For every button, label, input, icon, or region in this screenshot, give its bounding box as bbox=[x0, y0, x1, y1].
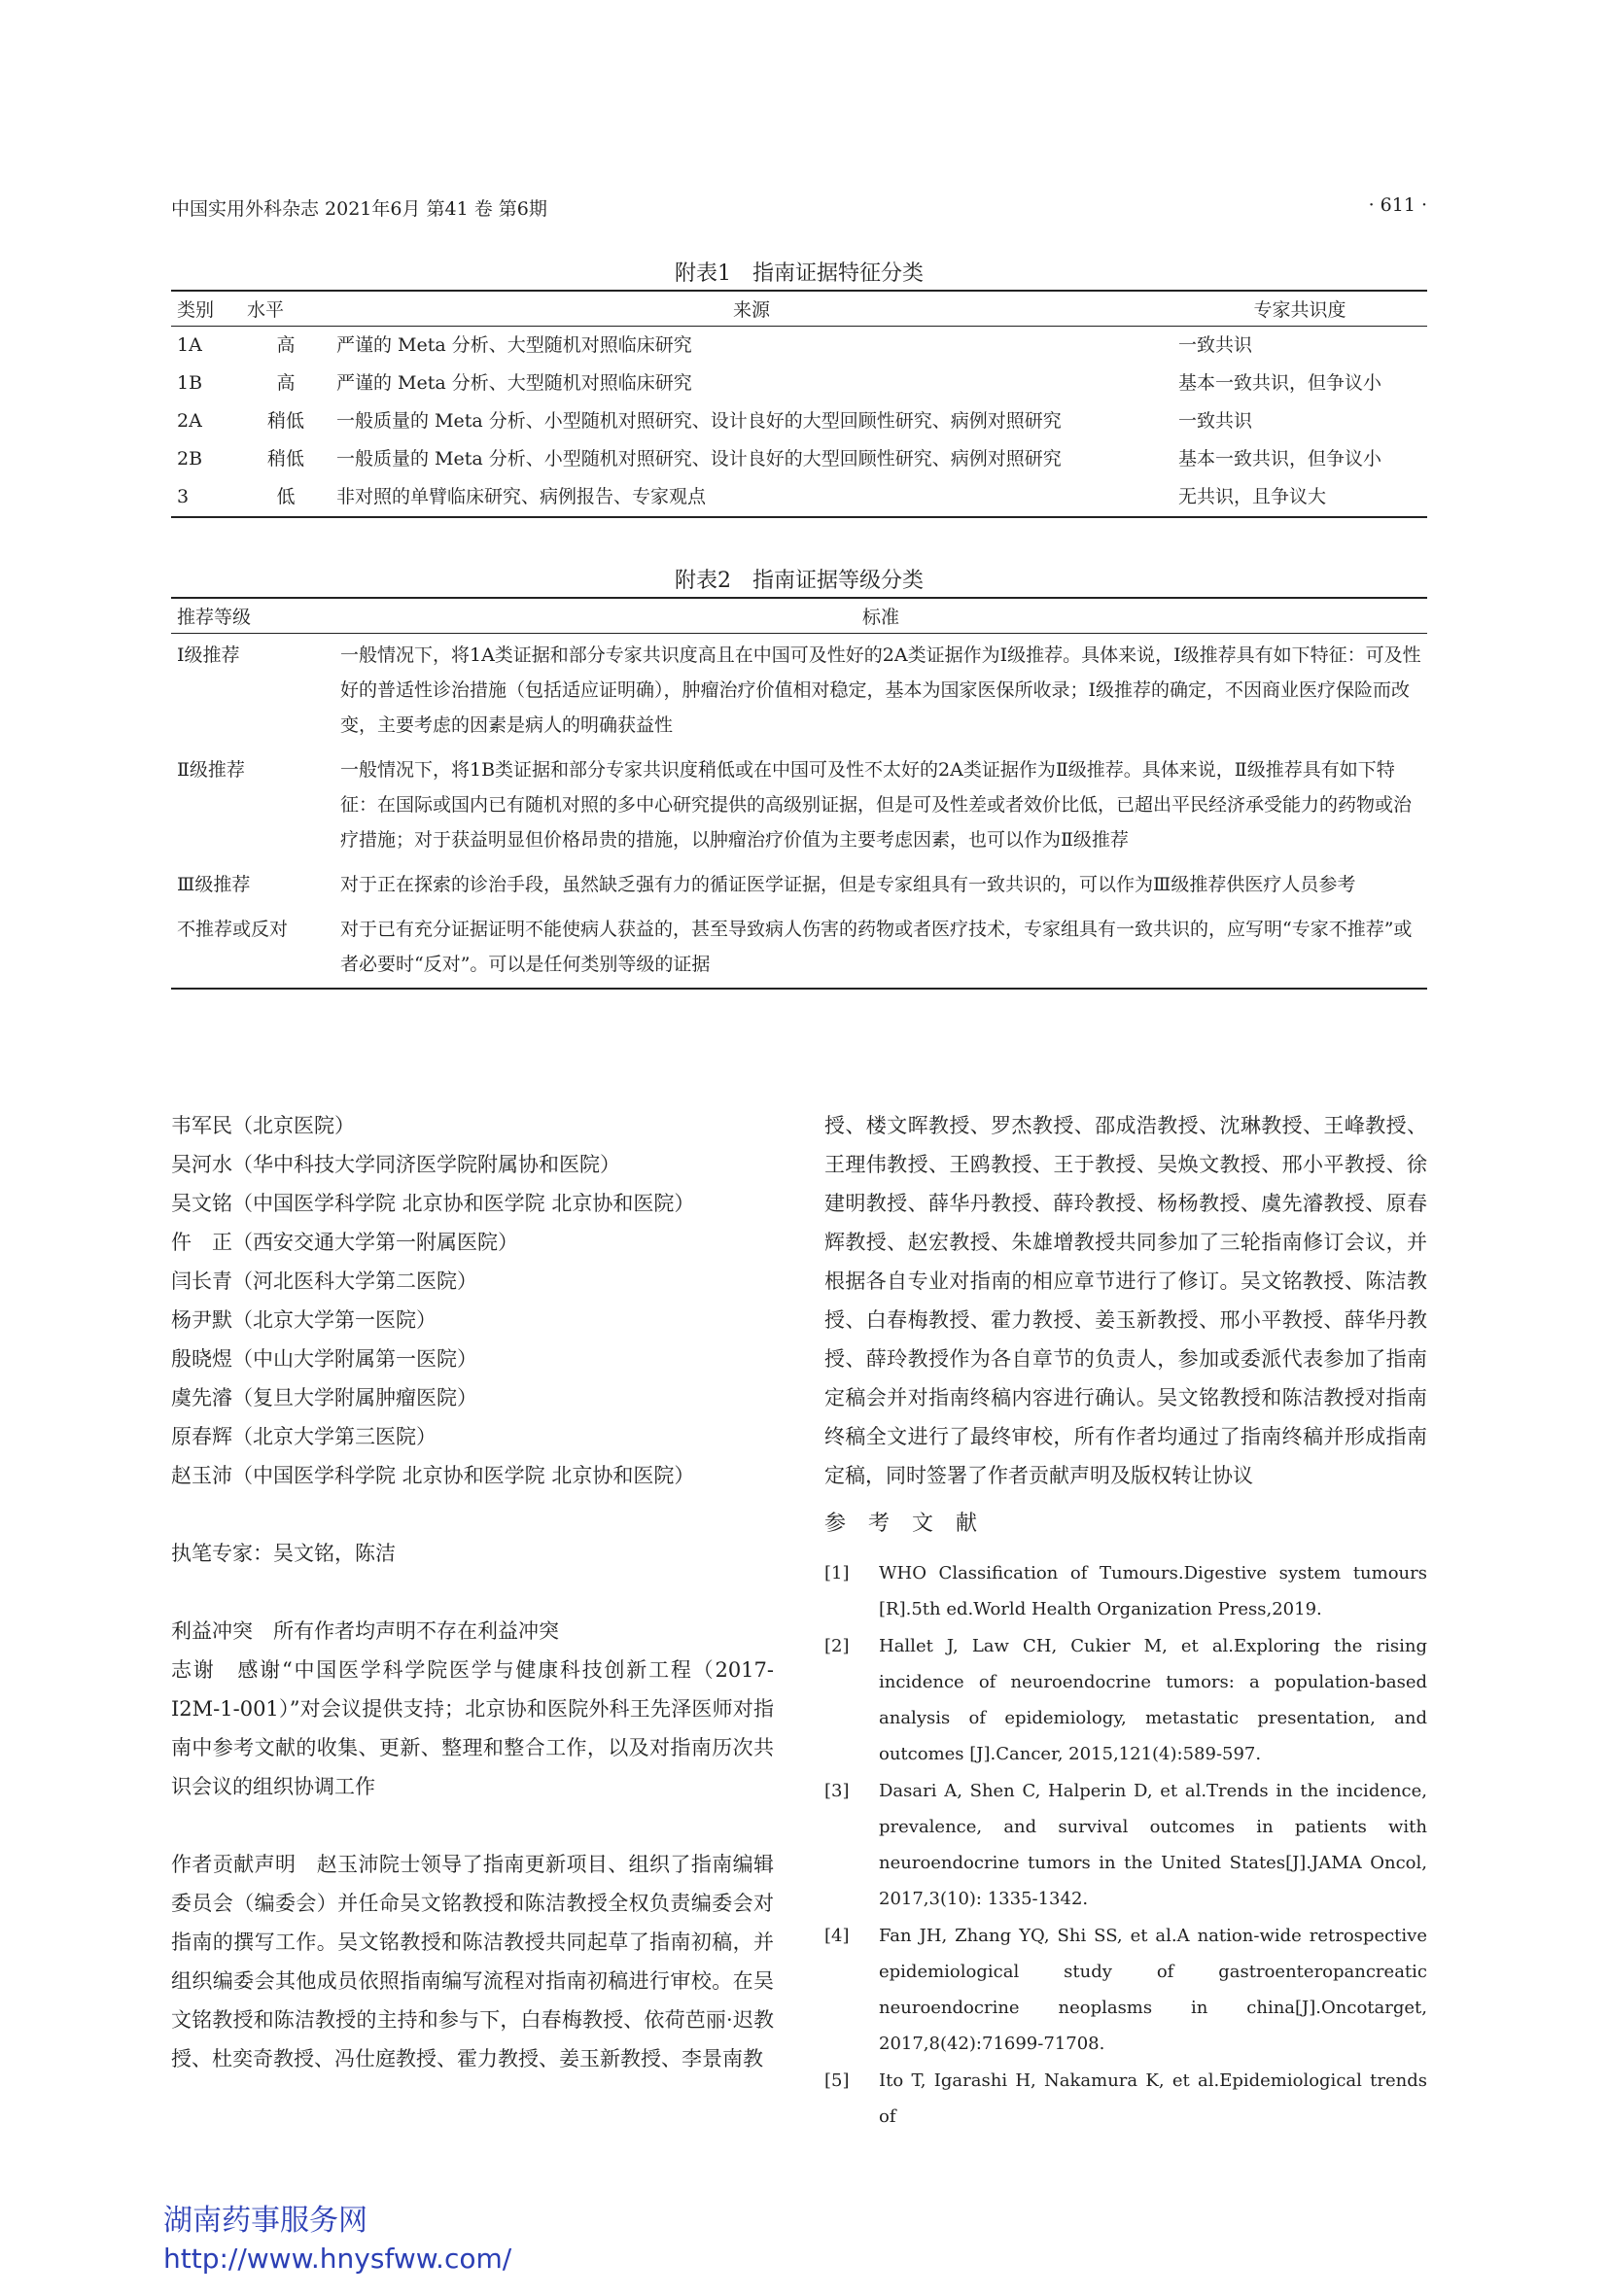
table-cell: 一般质量的 Meta 分析、小型随机对照研究、设计良好的大型回顾性研究、病例对照研究 bbox=[336, 410, 1062, 432]
column-header: 类别 bbox=[171, 291, 241, 327]
table-cell: 对于正在探索的诊治手段，虽然缺乏强有力的循证医学证据，但是专家组具有一致共识的，可以作为Ⅲ级推荐供医疗人员参考 bbox=[340, 874, 1356, 895]
author-line: 赵玉沛（中国医学科学院 北京协和医学院 北京协和医院） bbox=[171, 1464, 695, 1487]
table-row bbox=[171, 908, 1427, 989]
table-header-row bbox=[171, 598, 1427, 634]
reference-text: Hallet J, Law CH, Cukier M, et al.Exploring the rising incidence of neuroendocrine tumors: a population-based analysis of epidemiology, metastatic presentation, and outcomes [J].Cancer, 2015,121(4):589-597. bbox=[879, 1636, 1427, 1764]
table-cell: 一致共识 bbox=[1178, 410, 1253, 432]
table2-caption: 附表2 指南证据等级分类 bbox=[675, 569, 924, 593]
right-column bbox=[824, 1106, 1427, 2136]
table-cell: 1A bbox=[177, 334, 202, 356]
reference-number: [1] bbox=[824, 1563, 850, 1583]
table-cell: 严谨的 Meta 分析、大型随机对照临床研究 bbox=[336, 372, 692, 394]
table-cell: Ⅰ级推荐 bbox=[177, 644, 240, 666]
watermark-url[interactable]: http://www.hnysfww.com/ bbox=[163, 2243, 512, 2275]
table-cell: 稍低 bbox=[266, 410, 304, 432]
author-line: 闫长青（河北医科大学第二医院） bbox=[171, 1270, 477, 1293]
table-cell: 一般情况下，将1A类证据和部分专家共识度高且在中国可及性好的2A类证据作为Ⅰ级推荐。具体来说，Ⅰ级推荐具有如下特征：可及性好的普适性诊治措施（包括适应证明确），肿瘤治疗价值相对稳定，基本为国家医保所收录；Ⅰ级推荐的确定，不因商业医疗保险而改变，主要考虑的因素是病人的明确获益性 bbox=[340, 644, 1421, 736]
table-cell: 无共识，且争议大 bbox=[1172, 478, 1427, 517]
table-cell: 稍低 bbox=[266, 448, 304, 470]
author-line: 仵 正（西安交通大学第一附属医院） bbox=[171, 1231, 518, 1254]
reference-item bbox=[824, 2063, 1427, 2135]
running-header bbox=[171, 194, 1427, 224]
table1-caption: 附表1 指南证据特征分类 bbox=[675, 261, 924, 286]
reference-item bbox=[824, 1773, 1427, 1917]
reference-text: WHO Classification of Tumours.Digestive system tumours [R].5th ed.World Health Organization Press,2019. bbox=[879, 1563, 1427, 1619]
evidence-feature-table bbox=[171, 290, 1427, 518]
table-cell: 对于已有充分证据证明不能使病人获益的，甚至导致病人伤害的药物或者医疗技术，专家组具有一致共识的，应写明“专家不推荐”或者必要时“反对”。可以是任何类别等级的证据 bbox=[334, 908, 1427, 989]
reference-text: Ito T, Igarashi H, Nakamura K, et al.Epidemiological trends of bbox=[879, 2070, 1427, 2127]
table-cell: 基本一致共识，但争议小 bbox=[1178, 448, 1382, 470]
reference-item bbox=[824, 1555, 1427, 1627]
table-cell: 不推荐或反对 bbox=[171, 908, 334, 989]
page-number: · 611 · bbox=[1368, 194, 1427, 216]
evidence-grade-table bbox=[171, 597, 1427, 990]
author-contribution-continued: 授、楼文晖教授、罗杰教授、邵成浩教授、沈琳教授、王峰教授、王理伟教授、王鸥教授、王于教授、吴焕文教授、邢小平教授、徐建明教授、薛华丹教授、薛玲教授、杨杨教授、虞先濬教授、原春辉教授、赵宏教授、朱雄增教授共同参加了三轮指南修订会议，并根据各自专业对指南的相应章节进行了修订。吴文铭教授、陈洁教授、白春梅教授、霍力教授、姜玉新教授、邢小平教授、薛华丹教授、薛玲教授作为各自章节的负责人，参加或委派代表参加了指南定稿会并对指南终稿内容进行确认。吴文铭教授和陈洁教授对指南终稿全文进行了最终审校，所有作者均通过了指南终稿并形成指南定稿，同时签署了作者贡献声明及版权转让协议 bbox=[824, 1114, 1427, 1487]
reference-number: [2] bbox=[824, 1636, 850, 1656]
author-line: 虞先濬（复旦大学附属肿瘤医院） bbox=[171, 1386, 477, 1409]
table-cell: 高 bbox=[276, 372, 296, 394]
table-cell: 1B bbox=[177, 372, 203, 394]
table-row bbox=[171, 402, 1427, 440]
acknowledgements: 志谢 感谢“中国医学科学院医学与健康科技创新工程（2017-I2M-1-001）”对会议提供支持；北京协和医院外科王先泽医师对指南中参考文献的收集、更新、整理和整合工作，以及对指南历次共识会议的组织协调工作 bbox=[171, 1658, 774, 1798]
table-cell: 非对照的单臂临床研究、病例报告、专家观点 bbox=[331, 478, 1172, 517]
reference-item bbox=[824, 1918, 1427, 2062]
watermark-site-name: 湖南药事服务网 bbox=[163, 2204, 367, 2238]
table-cell: 2A bbox=[177, 410, 202, 432]
table-cell: 2B bbox=[177, 448, 203, 470]
author-line: 原春辉（北京大学第三医院） bbox=[171, 1425, 437, 1448]
table-cell: 一般质量的 Meta 分析、小型随机对照研究、设计良好的大型回顾性研究、病例对照研究 bbox=[336, 448, 1062, 470]
table-row bbox=[171, 327, 1427, 365]
reference-item bbox=[824, 1628, 1427, 1772]
reference-text: Fan JH, Zhang YQ, Shi SS, et al.A nation-wide retrospective epidemiological study of gastroenteropancreatic neuroendocrine neoplasms in china[J].Oncotarget, 2017,8(42):71699-71708. bbox=[879, 1926, 1427, 2054]
table-row bbox=[171, 440, 1427, 478]
conflict-of-interest: 利益冲突 所有作者均声明不存在利益冲突 bbox=[171, 1619, 559, 1643]
reference-text: Dasari A, Shen C, Halperin D, et al.Trends in the incidence, prevalence, and survival outcomes in patients with neuroendocrine tumors in the United States[J].JAMA Oncol, 2017,3(10): 1335-1342. bbox=[879, 1781, 1427, 1909]
table-cell: 高 bbox=[276, 334, 296, 356]
table-cell: 一致共识 bbox=[1178, 334, 1253, 356]
writing-experts: 执笔专家：吴文铭，陈洁 bbox=[171, 1542, 396, 1565]
table-row bbox=[171, 748, 1427, 863]
table-cell: 3 bbox=[171, 478, 241, 517]
table-cell: Ⅱ级推荐 bbox=[177, 759, 245, 781]
column-header: 水平 bbox=[241, 291, 331, 327]
author-line: 韦军民（北京医院） bbox=[171, 1114, 355, 1137]
reference-number: [3] bbox=[824, 1781, 850, 1801]
column-header: 标准 bbox=[334, 598, 1427, 634]
table-row bbox=[171, 365, 1427, 402]
author-line: 殷晓煜（中山大学附属第一医院） bbox=[171, 1347, 477, 1371]
table-row bbox=[171, 634, 1427, 749]
column-header: 来源 bbox=[331, 291, 1172, 327]
table-row bbox=[171, 863, 1427, 908]
table-cell: 基本一致共识，但争议小 bbox=[1178, 372, 1382, 394]
author-line: 吴文铭（中国医学科学院 北京协和医学院 北京协和医院） bbox=[171, 1192, 695, 1215]
reference-number: [4] bbox=[824, 1926, 850, 1946]
table-row bbox=[171, 478, 1427, 517]
author-line: 杨尹默（北京大学第一医院） bbox=[171, 1308, 437, 1332]
author-contribution: 作者贡献声明 赵玉沛院士领导了指南更新项目、组织了指南编辑委员会（编委会）并任命吴文铭教授和陈洁教授全权负责编委会对指南的撰写工作。吴文铭教授和陈洁教授共同起草了指南初稿，并组织编委会其他成员依照指南编写流程对指南初稿进行审校。在吴文铭教授和陈洁教授的主持和参与下，白春梅教授、依荷芭丽·迟教授、杜奕奇教授、冯仕庭教授、霍力教授、姜玉新教授、李景南教 bbox=[171, 1853, 774, 2070]
left-column bbox=[171, 1106, 774, 2078]
watermark bbox=[163, 2202, 511, 2278]
table-cell: 一般情况下，将1B类证据和部分专家共识度稍低或在中国可及性不太好的2A类证据作为Ⅱ级推荐。具体来说，Ⅱ级推荐具有如下特征：在国际或国内已有随机对照的多中心研究提供的高级别证据，但是可及性差或者效价比低，已超出平民经济承受能力的药物或治疗措施；对于获益明显但价格昂贵的措施，以肿瘤治疗价值为主要考虑因素，也可以作为Ⅱ级推荐 bbox=[340, 759, 1413, 851]
table-header-row bbox=[171, 291, 1427, 327]
reference-number: [5] bbox=[824, 2070, 850, 2091]
table-cell: 严谨的 Meta 分析、大型随机对照临床研究 bbox=[336, 334, 692, 356]
author-line: 吴河水（华中科技大学同济医学院附属协和医院） bbox=[171, 1153, 620, 1176]
journal-info: 中国实用外科杂志 2021年6月 第41 卷 第6期 bbox=[171, 198, 547, 220]
table-cell: 低 bbox=[241, 478, 331, 517]
table-cell: Ⅲ级推荐 bbox=[177, 874, 251, 895]
column-header: 专家共识度 bbox=[1172, 291, 1427, 327]
references-title: 参 考 文 献 bbox=[824, 1512, 985, 1536]
column-header: 推荐等级 bbox=[171, 598, 334, 634]
